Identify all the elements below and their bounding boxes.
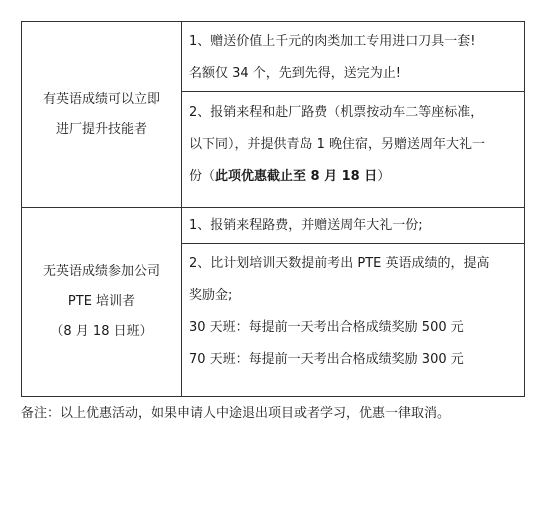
left-cell-line: 有英语成绩可以立即 — [42, 91, 160, 107]
benefit-line-prefix: 份（ — [189, 169, 216, 184]
benefit-cell-knife-gift — [182, 22, 524, 92]
benefit-line: 奖励金; — [189, 288, 233, 303]
benefit-line: 2、报销来程和赴厂路费（机票按动车二等座标准， — [189, 105, 484, 120]
benefit-cell-early-pass-bonus — [182, 244, 524, 396]
left-cell-line: PTE 培训者 — [67, 294, 136, 309]
benefit-line: 30 天班：每提前一天考出合格成绩奖励 500 元 — [189, 320, 464, 335]
table-row-pte-training — [22, 208, 524, 396]
left-cell-pte-training — [22, 208, 182, 396]
benefit-line: 以下同），并提供青岛 1 晚住宿，另赠送周年大礼一 — [189, 137, 486, 152]
benefit-line-deadline — [189, 161, 524, 193]
benefit-line: 名额仅 34 个，先到先得，送完为止! — [189, 66, 402, 81]
footnote: 备注：以上优惠活动，如果申请人中途退出项目或者学习，优惠一律取消。 — [21, 406, 451, 421]
benefit-line: 1、赠送价值上千元的肉类加工专用进口刀具一套! — [189, 34, 476, 49]
benefit-cell-travel-reimbursement — [182, 92, 524, 208]
benefit-line: 2、比计划培训天数提前考出 PTE 英语成绩的，提高 — [189, 256, 490, 271]
table-row-english-score — [22, 22, 524, 208]
right-column — [182, 208, 524, 396]
left-cell-english-score — [22, 22, 182, 207]
left-cell-line: 无英语成绩参加公司 — [42, 264, 160, 279]
benefit-cell-travel-gift — [182, 208, 524, 244]
left-cell-line: 进厂提升技能者 — [55, 121, 147, 137]
benefit-line-suffix: ） — [377, 169, 391, 184]
benefit-line: 1、报销来程路费，并赠送周年大礼一份; — [189, 218, 423, 233]
deadline-text: 此项优惠截止至 8 月 18 日 — [215, 169, 378, 184]
benefits-table — [21, 21, 525, 397]
right-column — [182, 22, 524, 207]
benefit-line: 70 天班：每提前一天考出合格成绩奖励 300 元 — [189, 352, 464, 367]
left-cell-line: （8 月 18 日班） — [50, 324, 153, 339]
